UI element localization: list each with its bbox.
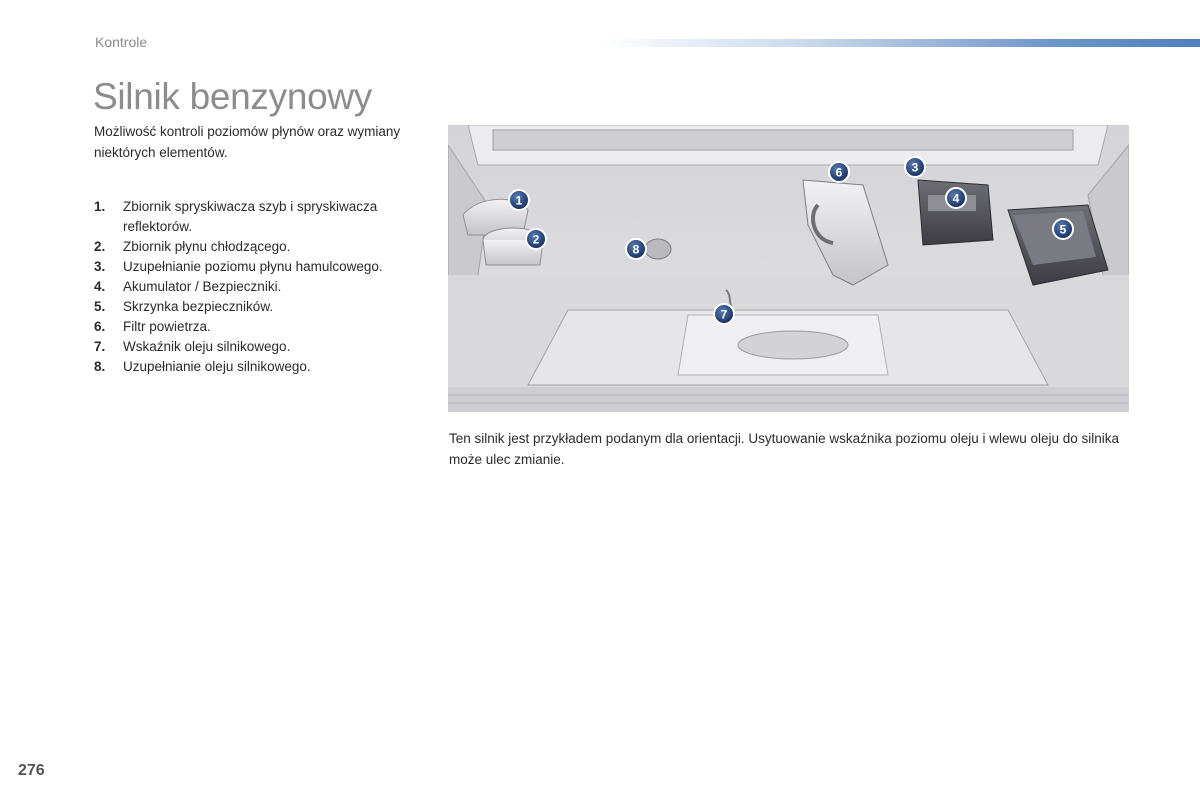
legend-text: Uzupełnianie oleju silnikowego.: [123, 359, 311, 374]
marker-6: [829, 162, 849, 182]
legend-number: 5.: [94, 299, 106, 314]
legend-number: 1.: [94, 199, 106, 214]
page-title: Silnik benzynowy: [93, 76, 373, 117]
svg-text:3: 3: [911, 160, 919, 175]
legend-number: 3.: [94, 259, 106, 274]
legend-text: Skrzynka bezpieczników.: [123, 299, 274, 314]
legend-text: Uzupełnianie poziomu płynu hamulcowego.: [123, 259, 383, 274]
marker-8: [626, 239, 646, 259]
legend-number: 4.: [94, 279, 106, 294]
svg-text:4: 4: [952, 191, 960, 206]
legend-text: Akumulator / Bezpieczniki.: [123, 279, 282, 294]
legend-item: [94, 237, 429, 257]
marker-3: [905, 157, 925, 177]
legend-text: Zbiornik spryskiwacza szyb i spryskiwacza reflektorów.: [123, 199, 378, 234]
legend-item: [94, 197, 429, 237]
svg-text:1: 1: [515, 193, 523, 208]
legend-item: [94, 317, 429, 337]
legend-number: 6.: [94, 319, 106, 334]
svg-text:7: 7: [720, 307, 728, 322]
legend-item: [94, 337, 429, 357]
section-label: Kontrole: [95, 34, 148, 50]
legend-item: [94, 257, 429, 277]
svg-text:6: 6: [835, 165, 843, 180]
legend-list: [94, 197, 429, 377]
figure-caption: Ten silnik jest przykładem podanym dla orientacji. Usytuowanie wskaźnika poziomu oleju i wlewu oleju do silnika może ulec zmianie.: [449, 431, 1120, 467]
legend-item: [94, 277, 429, 297]
legend-number: 7.: [94, 339, 106, 354]
intro-text: Możliwość kontroli poziomów płynów oraz wymiany niektórych elementów.: [94, 124, 401, 160]
legend-item: [94, 357, 429, 377]
legend-text: Wskaźnik oleju silnikowego.: [123, 339, 291, 354]
marker-1: [509, 190, 529, 210]
svg-text:5: 5: [1059, 222, 1067, 237]
header-gradient-bar: [600, 39, 1200, 47]
page-number: 276: [18, 762, 45, 779]
marker-4: [946, 188, 966, 208]
legend-number: 2.: [94, 239, 106, 254]
marker-5: [1053, 219, 1073, 239]
legend-number: 8.: [94, 359, 106, 374]
svg-text:2: 2: [532, 232, 540, 247]
legend-text: Zbiornik płynu chłodzącego.: [123, 239, 291, 254]
engine-bay-illustration: [448, 125, 1129, 412]
svg-text:8: 8: [632, 242, 640, 257]
marker-2: [526, 229, 546, 249]
legend-text: Filtr powietrza.: [123, 319, 211, 334]
marker-7: [714, 304, 734, 324]
legend-item: [94, 297, 429, 317]
